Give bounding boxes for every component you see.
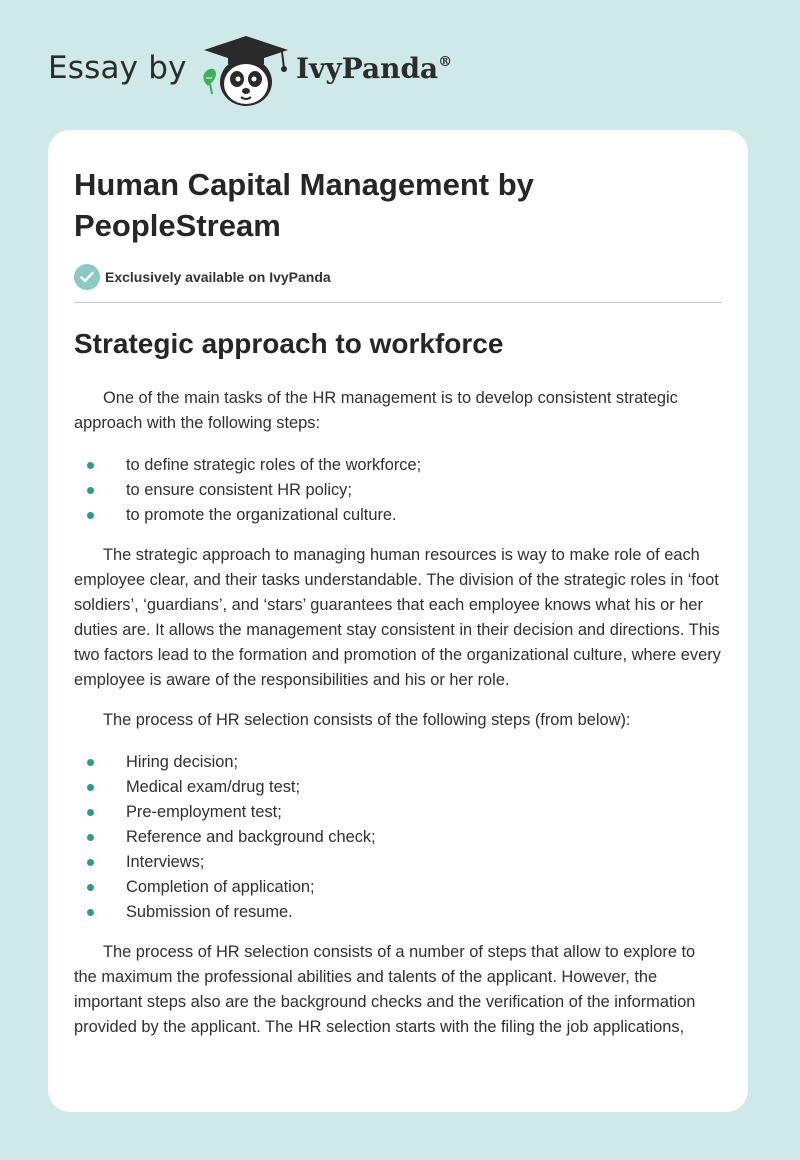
list-item: to define strategic roles of the workforce; (74, 453, 722, 478)
list-item: to ensure consistent HR policy; (74, 478, 722, 503)
bullet-icon (87, 834, 94, 841)
brand-name[interactable]: IvyPanda® (296, 52, 453, 85)
bullet-icon (87, 784, 94, 791)
bullet-icon (87, 512, 94, 519)
bullet-icon (87, 909, 94, 916)
site-header (0, 0, 800, 130)
list-item: Completion of application; (74, 875, 722, 900)
bullet-icon (87, 487, 94, 494)
exclusive-badge (74, 264, 722, 290)
list-item: Hiring decision; (74, 750, 722, 775)
bullet-icon (87, 859, 94, 866)
list-item: to promote the organizational culture. (74, 503, 722, 528)
check-circle-icon (74, 264, 100, 290)
bullet-icon (87, 809, 94, 816)
section-heading: Strategic approach to workforce (74, 328, 504, 359)
brand-prefix: Essay by (48, 50, 187, 86)
list-item: Submission of resume. (74, 900, 722, 925)
badge-label: Exclusively available on IvyPanda (105, 269, 331, 285)
list-item: Medical exam/drug test; (74, 775, 722, 800)
list-item: Interviews; (74, 850, 722, 875)
registered-mark: ® (438, 53, 453, 70)
bullet-icon (87, 759, 94, 766)
paragraph: The process of HR selection consists of the following steps (from below): (103, 711, 631, 729)
essay-title: Human Capital Management by PeopleStream (74, 167, 534, 243)
panda-graduation-cap-icon[interactable] (200, 34, 292, 110)
paragraph: One of the main tasks of the HR management is to develop consistent strategic approach with the following steps: (74, 389, 678, 432)
bullet-icon (87, 884, 94, 891)
list-item: Reference and background check; (74, 825, 722, 850)
list-item: Pre-employment test; (74, 800, 722, 825)
essay-card (48, 130, 748, 1112)
paragraph: The process of HR selection consists of a number of steps that allow to explore to the maximum the professional abilities and talents of the applicant. However, the important steps also are the background checks and the verification of the information provided by the applicant. The HR selection starts with the filing the job applications, (74, 943, 696, 1036)
bullet-icon (87, 462, 94, 469)
paragraph: The strategic approach to managing human resources is way to make role of each employee clear, and their tasks understandable. The division of the strategic roles in ‘foot soldiers’, ‘guardians’, and ‘stars’ guarantees that each employee knows what his or her duties are. It allows the management stay consistent in their decision and directions. This two factors lead to the formation and promotion of the organizational culture, where every employee is aware of the responsibilities and his or her role. (74, 546, 721, 689)
selection-steps-list (74, 750, 722, 925)
essay-content (48, 130, 748, 1040)
strategic-steps-list (74, 453, 722, 528)
divider (74, 302, 722, 303)
